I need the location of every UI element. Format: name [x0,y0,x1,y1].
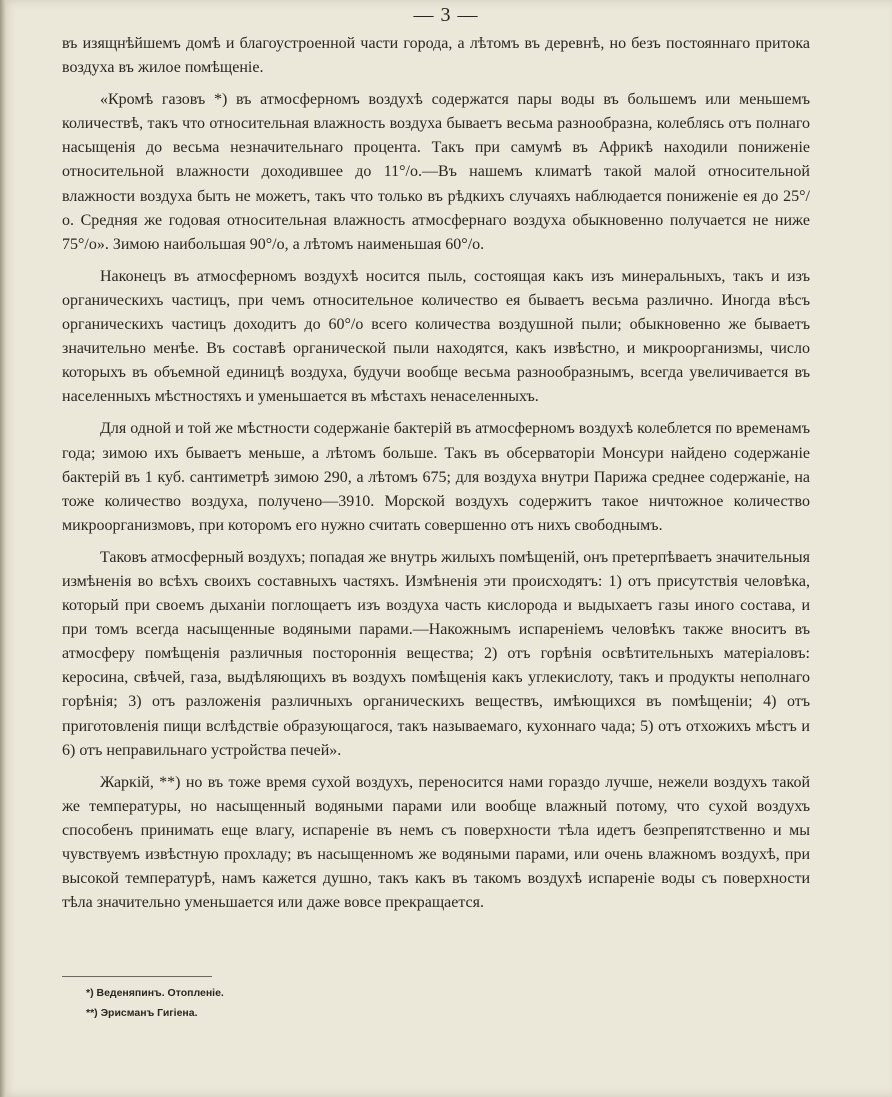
paragraph-indoor-air: Таковъ атмосферный воздухъ; попадая же внутрь жилыхъ помѣщеній, онъ претерпѣваетъ значительныя измѣненія во всѣхъ своихъ составныхъ частяхъ. Измѣненія эти происходятъ: 1) отъ присутствія человѣка, который при своемъ дыханіи поглощаетъ изъ воздуха часть кислорода и выдыхаетъ газы иного состава, и при томъ всегда насыщенные водяными парами.—Накожнымъ испареніемъ человѣкъ также вноситъ въ атмосферу помѣщенія различныя постороннія вещества; 2) отъ горѣнія освѣтительныхъ матеріаловъ: керосина, свѣчей, газа, выдѣляющихъ въ воздухъ помѣщенія какъ углекислоту, такъ и продукты неполнаго горѣнія; 3) отъ разложенія различныхъ органическихъ веществъ, имѣющихся въ помѣщеніи; 4) отъ приготовленія пищи вслѣдствіе образующагося, такъ называемаго, кухоннаго чада; 5) отъ отхожихъ мѣстъ и 6) отъ неправильнаго устройства печей». [62,548,810,759]
page-binding-edge [0,0,6,1097]
paragraph-continuation: въ изящнѣйшемъ домѣ и благоустроенной части города, а лѣтомъ въ деревнѣ, но безъ постояннаго притока воздуха въ жилое помѣщеніе. [62,35,810,77]
paragraph-hot-air: Жаркій, **) но въ тоже время сухой воздухъ, переносится нами гораздо лучше, нежели воздухъ такой же температуры, но насыщенный водяными парами или вообще влажный потому, что сухой воздухъ способенъ принимать еще влагу, испареніе въ немъ съ поверхности тѣла идетъ безпрепятственно и мы чувствуемъ извѣстную прохладу; въ насыщенномъ же водяными парами, или очень влажномъ воздухѣ, при высокой температурѣ, намъ кажется душно, такъ какъ въ такомъ воздухѣ испареніе воды съ поверхности тѣла значительно уменьшается или даже вовсе прекращается. [62,773,810,912]
footnote-divider [62,976,212,977]
body-text [62,32,810,923]
footnote-2: **) Эрисманъ Гигіена. [86,1007,198,1019]
page-number: — 3 — [413,4,479,26]
footnotes [86,983,224,1023]
footnote-1: *) Веденяпинъ. Отопленіе. [86,987,224,999]
paragraph-humidity: «Кромѣ газовъ *) въ атмосферномъ воздухѣ содержатся пары воды въ большемъ или меньшемъ количествѣ, такъ что относительная влажность воздуха бываетъ весьма разнообразна, колеблясь отъ полнаго насыщенія до весьма незначительнаго процента. Такъ при самумѣ въ Африкѣ находили пониженіе относительной влажности доходившее до 11°/о.—Въ нашемъ климатѣ такой малой относительной влажности воздуха быть не можетъ, такъ что только въ рѣдкихъ случаяхъ наблюдается пониженіе ея до 25°/о. Средняя же годовая относительная влажность атмосфернаго воздуха обыкновенно получается не ниже 75°/о». Зимою наибольшая 90°/о, а лѣтомъ наименьшая 60°/о. [62,91,810,253]
paragraph-bacteria: Для одной и той же мѣстности содержаніе бактерій въ атмосферномъ воздухѣ колеблется по временамъ года; зимою ихъ бываетъ меньше, а лѣтомъ больше. Такъ въ обсерваторіи Монсури найдено содержаніе бактерій въ 1 куб. сантиметрѣ зимою 290, а лѣтомъ 675; для воздуха внутри Парижа среднее содержаніе, на тоже количество воздуха, получено—3910. Морской воздухъ содержитъ такое ничтожное количество микроорганизмовъ, при которомъ его нужно считать совершенно отъ нихъ свободнымъ. [62,420,810,534]
paragraph-dust: Наконецъ въ атмосферномъ воздухѣ носится пыль, состоящая какъ изъ минеральныхъ, такъ и изъ органическихъ частицъ, при чемъ относительное количество ея бываетъ весьма различно. Иногда вѣсъ органическихъ частицъ доходитъ до 60°/о всего количества воздушной пыли; обыкновенно же бываетъ значительно менѣе. Въ составѣ органической пыли находятся, какъ извѣстно, и микроорганизмы, число которыхъ въ объемной единицѣ воздуха, будучи вообще весьма разнообразнымъ, всегда увеличивается въ населенныхъ мѣстностяхъ и уменьшается въ мѣстахъ ненаселенныхъ. [62,267,810,406]
